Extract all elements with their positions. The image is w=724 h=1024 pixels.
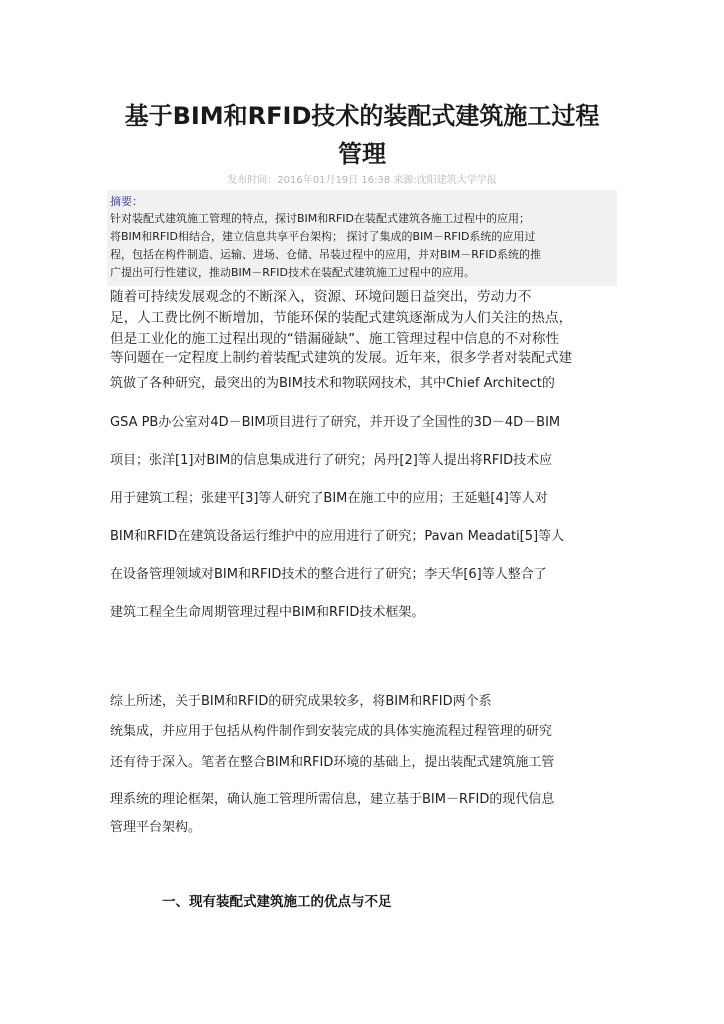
- paragraph-line: BIM和RFID在建筑设备运行维护中的应用进行了研究；Pavan Meadati[5]等人: [110, 529, 565, 544]
- abstract-line: 广提出可行性建议，推动BIM－RFID技术在装配式建筑施工过程中的应用。: [110, 266, 475, 279]
- paragraph-line: 项目；张洋[1]对BIM的信息集成进行了研究；呙丹[2]等人提出将RFID技术应: [110, 453, 553, 468]
- abstract-line: 针对装配式建筑施工管理的特点，探讨BIM和RFID在装配式建筑各施工过程中的应用；: [110, 212, 530, 225]
- paragraph-line: 用于建筑工程；张建平[3]等人研究了BIM在施工中的应用；王延魁[4]等人对: [110, 491, 548, 506]
- paragraph-line: 统集成，并应用于包括从构件制作到安装完成的具体实施流程过程管理的研究: [110, 724, 553, 739]
- paragraph-line: 建筑工程全生命周期管理过程中BIM和RFID技术框架。: [110, 605, 425, 620]
- abstract-line: 将BIM和RFID相结合，建立信息共享平台架构； 探讨了集成的BIM－RFID系统的应用过: [110, 230, 536, 243]
- article-title: [100, 97, 624, 173]
- paragraph-line: 在设备管理领域对BIM和RFID技术的整合进行了研究；李天华[6]等人整合了: [110, 567, 547, 582]
- title-line-2: 管理: [338, 140, 386, 168]
- paragraph-line: 随着可持续发展观念的不断深入，资源、环境问题日益突出，劳动力不: [110, 289, 532, 305]
- section-heading-1: 一、现有装配式建筑施工的优点与不足: [162, 894, 392, 910]
- abstract-line: 程，包括在构件制造、运输、进场、仓储、吊装过程中的应用，并对BIM－RFID系统的推: [110, 248, 541, 261]
- paragraph-line: 管理平台架构。: [110, 820, 202, 835]
- title-line-1: 基于BIM和RFID技术的装配式建筑施工过程: [124, 102, 600, 130]
- paragraph-line: 还有待于深入。笔者在整合BIM和RFID环境的基础上，提出装配式建筑施工管: [110, 755, 555, 770]
- paragraph-line: 理系统的理论框架，确认施工管理所需信息，建立基于BIM－RFID的现代信息: [110, 792, 555, 807]
- paragraph-line: 但是工业化的施工过程出现的“错漏碰缺”、施工管理过程中信息的不对称性: [110, 331, 560, 347]
- publish-meta: 发布时间：2016年01月19日 16:38 来源:沈阳建筑大学学报: [227, 175, 497, 186]
- paragraph-line: 足，人工费比例不断增加，节能环保的装配式建筑逐渐成为人们关注的热点，: [110, 310, 573, 326]
- paragraph-line: GSA PB办公室对4D－BIM项目进行了研究，并开设了全国性的3D－4D－BIM: [110, 415, 561, 430]
- abstract-label: 摘要：: [110, 195, 143, 208]
- abstract-box: [107, 190, 617, 286]
- paragraph-line: 综上所述，关于BIM和RFID的研究成果较多，将BIM和RFID两个系: [110, 694, 492, 709]
- paragraph-line: 筑做了各种研究，最突出的为BIM技术和物联网技术，其中Chief Architect的: [110, 376, 555, 391]
- paragraph-line: 等问题在一定程度上制约着装配式建筑的发展。近年来，很多学者对装配式建: [110, 350, 573, 366]
